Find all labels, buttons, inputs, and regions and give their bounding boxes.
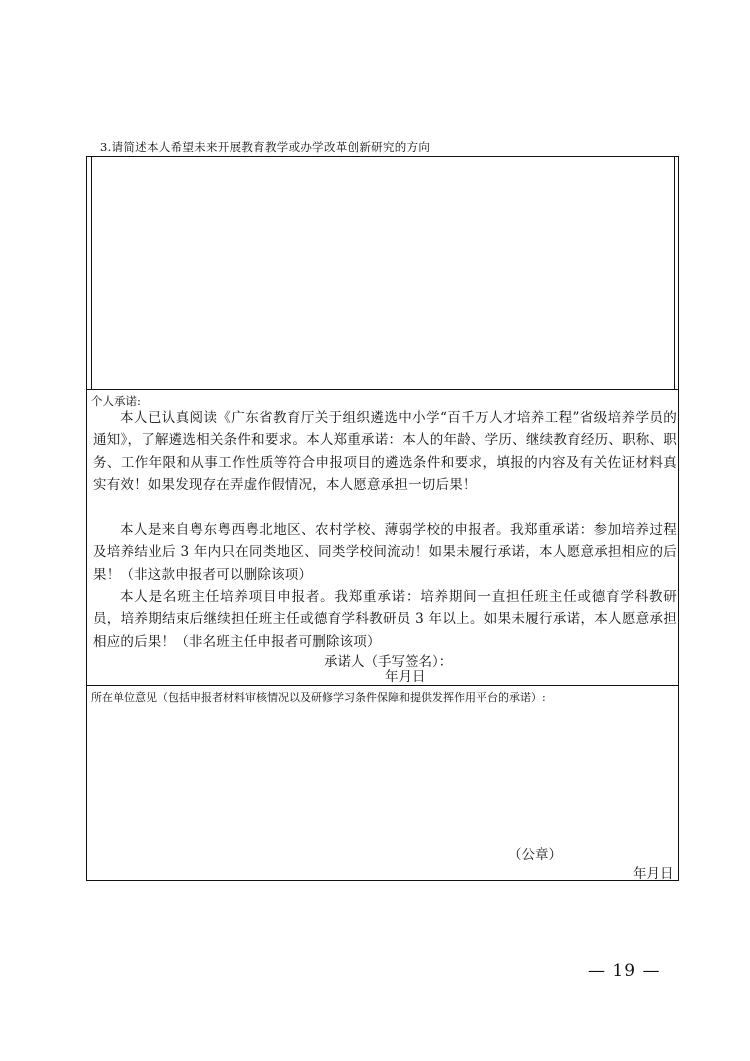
- research-direction-answer-area[interactable]: [91, 157, 674, 389]
- signature-field[interactable]: [465, 647, 645, 669]
- unit-opinion-date-label: 年月日: [633, 866, 674, 882]
- signature-label: 承诺人（手写签名）：: [324, 654, 453, 670]
- commitment-paragraph-2: 本人是来自粤东粤西粤北地区、农村学校、薄弱学校的申报者。我郑重承诺：参加培养过程及培养结业后 3 年内只在同类地区、同类学校间流动！如果未履行承诺，本人愿意承担相应的后果！（非这款申报者可以删除该项）: [93, 522, 677, 583]
- application-form-table: [86, 156, 679, 881]
- unit-opinion-field[interactable]: [91, 709, 674, 839]
- question-3-label: 3.请简述本人希望未来开展教育教学或办学改革创新研究的方向: [100, 140, 431, 154]
- commitment-heading: 个人承诺:: [91, 394, 141, 408]
- answer-area-inner-border-right: [674, 157, 675, 390]
- commitment-paragraph-3: 本人是名班主任培养项目申报者。我郑重承诺：培养期间一直担任班主任或德育学科教研员，培养期结束后继续担任班主任或德育学科教研员 3 年以上。如果未履行承诺，本人愿意承担相应的后果！（非名班主任申报者可删除该项）: [93, 589, 677, 650]
- divider-commitment: [87, 389, 678, 390]
- unit-opinion-heading: 所在单位意见（包括申报者材料审核情况以及研修学习条件保障和提供发挥作用平台的承诺）:: [91, 691, 546, 704]
- page-number: — 19 —: [588, 961, 661, 981]
- divider-unit-opinion: [87, 685, 678, 686]
- commitment-paragraph-1: 本人已认真阅读《广东省教育厅关于组织遴选中小学“百千万人才培养工程”省级培养学员的通知》，了解遴选相关条件和要求。本人郑重承诺：本人的年龄、学历、继续教育经历、职称、职务、工作年限和从事工作性质等符合申报项目的遴选条件和要求，填报的内容及有关佐证材料真实有效！如果发现存在弄虚作假情况，本人愿意承担一切后果！: [93, 410, 677, 494]
- official-seal-label: （公章）: [508, 847, 562, 863]
- commitment-date-label: 年月日: [385, 669, 426, 685]
- answer-area-inner-border-left: [91, 157, 92, 390]
